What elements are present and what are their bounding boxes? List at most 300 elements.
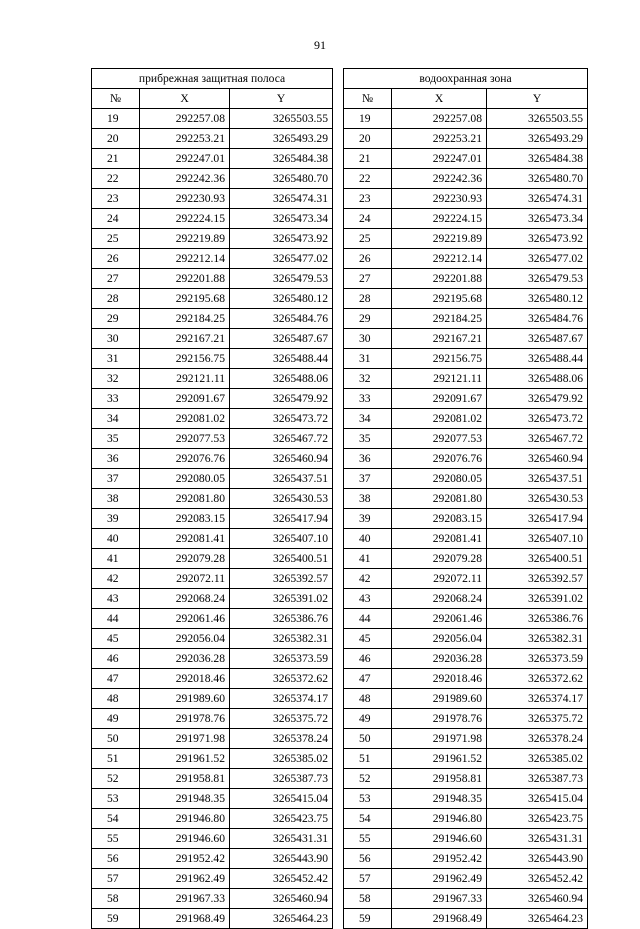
x-coordinate: 292056.04 (392, 629, 487, 649)
point-number: 53 (92, 789, 140, 809)
x-coordinate: 292076.76 (140, 449, 230, 469)
table-row (344, 709, 588, 729)
y-coordinate: 3265378.24 (230, 729, 333, 749)
table-caption-row (92, 69, 333, 89)
x-coordinate: 291952.42 (392, 849, 487, 869)
y-coordinate: 3265415.04 (487, 789, 588, 809)
y-coordinate: 3265460.94 (230, 889, 333, 909)
x-coordinate: 291946.80 (140, 809, 230, 829)
table-row (92, 889, 333, 909)
y-coordinate: 3265378.24 (487, 729, 588, 749)
point-number: 24 (344, 209, 392, 229)
y-coordinate: 3265386.76 (230, 609, 333, 629)
y-coordinate: 3265480.70 (230, 169, 333, 189)
point-number: 42 (344, 569, 392, 589)
point-number: 21 (344, 149, 392, 169)
y-coordinate: 3265488.06 (230, 369, 333, 389)
table-row (92, 649, 333, 669)
point-number: 29 (344, 309, 392, 329)
point-number: 26 (92, 249, 140, 269)
point-number: 51 (344, 749, 392, 769)
column-header-number: № (344, 89, 392, 109)
y-coordinate: 3265415.04 (230, 789, 333, 809)
x-coordinate: 292081.80 (140, 489, 230, 509)
table-row (92, 849, 333, 869)
x-coordinate: 292061.46 (140, 609, 230, 629)
table-row (92, 149, 333, 169)
table-row (92, 469, 333, 489)
table-row (92, 349, 333, 369)
y-coordinate: 3265374.17 (230, 689, 333, 709)
point-number: 36 (92, 449, 140, 469)
table-row (92, 229, 333, 249)
y-coordinate: 3265417.94 (487, 509, 588, 529)
table-row (92, 329, 333, 349)
table-row (344, 409, 588, 429)
table-row (344, 489, 588, 509)
point-number: 29 (92, 309, 140, 329)
point-number: 49 (92, 709, 140, 729)
point-number: 22 (92, 169, 140, 189)
point-number: 45 (92, 629, 140, 649)
table-row (92, 369, 333, 389)
x-coordinate: 291962.49 (140, 869, 230, 889)
table-row (344, 189, 588, 209)
point-number: 59 (92, 909, 140, 929)
y-coordinate: 3265391.02 (230, 589, 333, 609)
point-number: 40 (344, 529, 392, 549)
y-coordinate: 3265460.94 (230, 449, 333, 469)
table-row (344, 789, 588, 809)
table-row (344, 629, 588, 649)
table-row (92, 189, 333, 209)
column-header-x: X (140, 89, 230, 109)
y-coordinate: 3265407.10 (487, 529, 588, 549)
point-number: 54 (344, 809, 392, 829)
y-coordinate: 3265503.55 (230, 109, 333, 129)
x-coordinate: 292079.28 (140, 549, 230, 569)
table-row (92, 789, 333, 809)
point-number: 23 (344, 189, 392, 209)
x-coordinate: 292184.25 (392, 309, 487, 329)
x-coordinate: 291948.35 (392, 789, 487, 809)
point-number: 38 (92, 489, 140, 509)
x-coordinate: 292224.15 (140, 209, 230, 229)
point-number: 43 (92, 589, 140, 609)
point-number: 20 (344, 129, 392, 149)
table-row (344, 589, 588, 609)
x-coordinate: 292219.89 (392, 229, 487, 249)
y-coordinate: 3265493.29 (487, 129, 588, 149)
y-coordinate: 3265372.62 (487, 669, 588, 689)
y-coordinate: 3265392.57 (487, 569, 588, 589)
table-row (344, 569, 588, 589)
point-number: 19 (92, 109, 140, 129)
table-row (92, 869, 333, 889)
x-coordinate: 291971.98 (140, 729, 230, 749)
table-row (344, 869, 588, 889)
y-coordinate: 3265487.67 (230, 329, 333, 349)
point-number: 27 (344, 269, 392, 289)
table-row (344, 669, 588, 689)
x-coordinate: 292121.11 (140, 369, 230, 389)
point-number: 52 (344, 769, 392, 789)
table-row (92, 689, 333, 709)
y-coordinate: 3265473.72 (487, 409, 588, 429)
table-row (344, 509, 588, 529)
x-coordinate: 292081.41 (392, 529, 487, 549)
x-coordinate: 291948.35 (140, 789, 230, 809)
table-row (92, 489, 333, 509)
x-coordinate: 292184.25 (140, 309, 230, 329)
table-header-row (92, 89, 333, 109)
table-row (92, 389, 333, 409)
table-row (344, 849, 588, 869)
table-row (344, 469, 588, 489)
point-number: 31 (344, 349, 392, 369)
y-coordinate: 3265479.92 (230, 389, 333, 409)
y-coordinate: 3265480.12 (487, 289, 588, 309)
y-coordinate: 3265477.02 (230, 249, 333, 269)
x-coordinate: 292201.88 (140, 269, 230, 289)
table-row (92, 509, 333, 529)
point-number: 55 (92, 829, 140, 849)
point-number: 30 (92, 329, 140, 349)
y-coordinate: 3265474.31 (230, 189, 333, 209)
point-number: 28 (344, 289, 392, 309)
x-coordinate: 291961.52 (392, 749, 487, 769)
y-coordinate: 3265488.44 (230, 349, 333, 369)
y-coordinate: 3265392.57 (230, 569, 333, 589)
point-number: 31 (92, 349, 140, 369)
point-number: 23 (92, 189, 140, 209)
table-caption-row (344, 69, 588, 89)
x-coordinate: 292091.67 (392, 389, 487, 409)
x-coordinate: 292212.14 (392, 249, 487, 269)
x-coordinate: 292077.53 (392, 429, 487, 449)
y-coordinate: 3265484.76 (230, 309, 333, 329)
point-number: 37 (344, 469, 392, 489)
x-coordinate: 291978.76 (140, 709, 230, 729)
page-number: 91 (314, 38, 326, 52)
y-coordinate: 3265373.59 (230, 649, 333, 669)
x-coordinate: 292076.76 (392, 449, 487, 469)
point-number: 35 (92, 429, 140, 449)
y-coordinate: 3265382.31 (487, 629, 588, 649)
y-coordinate: 3265387.73 (230, 769, 333, 789)
y-coordinate: 3265473.92 (230, 229, 333, 249)
x-coordinate: 291989.60 (140, 689, 230, 709)
point-number: 24 (92, 209, 140, 229)
y-coordinate: 3265473.34 (487, 209, 588, 229)
table-row (92, 129, 333, 149)
point-number: 34 (344, 409, 392, 429)
point-number: 26 (344, 249, 392, 269)
point-number: 56 (344, 849, 392, 869)
point-number: 34 (92, 409, 140, 429)
table-row (344, 609, 588, 629)
y-coordinate: 3265484.76 (487, 309, 588, 329)
point-number: 50 (92, 729, 140, 749)
point-number: 28 (92, 289, 140, 309)
y-coordinate: 3265488.06 (487, 369, 588, 389)
point-number: 55 (344, 829, 392, 849)
table-caption: водоохранная зона (344, 69, 588, 89)
y-coordinate: 3265464.23 (487, 909, 588, 929)
table-row (92, 749, 333, 769)
x-coordinate: 292167.21 (392, 329, 487, 349)
table-row (92, 109, 333, 129)
column-header-y: Y (487, 89, 588, 109)
point-number: 41 (344, 549, 392, 569)
point-number: 44 (92, 609, 140, 629)
x-coordinate: 292080.05 (392, 469, 487, 489)
point-number: 25 (92, 229, 140, 249)
table-row (92, 809, 333, 829)
y-coordinate: 3265385.02 (230, 749, 333, 769)
point-number: 27 (92, 269, 140, 289)
table-body (92, 109, 333, 929)
y-coordinate: 3265473.92 (487, 229, 588, 249)
x-coordinate: 292036.28 (392, 649, 487, 669)
table-row (344, 389, 588, 409)
table-row (344, 169, 588, 189)
x-coordinate: 292156.75 (140, 349, 230, 369)
y-coordinate: 3265375.72 (487, 709, 588, 729)
x-coordinate: 291989.60 (392, 689, 487, 709)
point-number: 56 (92, 849, 140, 869)
y-coordinate: 3265452.42 (230, 869, 333, 889)
y-coordinate: 3265493.29 (230, 129, 333, 149)
table-row (344, 149, 588, 169)
y-coordinate: 3265443.90 (230, 849, 333, 869)
x-coordinate: 292195.68 (140, 289, 230, 309)
y-coordinate: 3265484.38 (230, 149, 333, 169)
point-number: 42 (92, 569, 140, 589)
y-coordinate: 3265386.76 (487, 609, 588, 629)
point-number: 43 (344, 589, 392, 609)
table-row (92, 709, 333, 729)
x-coordinate: 292077.53 (140, 429, 230, 449)
y-coordinate: 3265423.75 (487, 809, 588, 829)
table-row (92, 449, 333, 469)
y-coordinate: 3265479.92 (487, 389, 588, 409)
y-coordinate: 3265480.70 (487, 169, 588, 189)
point-number: 44 (344, 609, 392, 629)
table-row (92, 609, 333, 629)
point-number: 53 (344, 789, 392, 809)
table-row (344, 249, 588, 269)
y-coordinate: 3265373.59 (487, 649, 588, 669)
table-row (92, 249, 333, 269)
x-coordinate: 292018.46 (392, 669, 487, 689)
y-coordinate: 3265474.31 (487, 189, 588, 209)
y-coordinate: 3265430.53 (230, 489, 333, 509)
table-row (92, 429, 333, 449)
y-coordinate: 3265480.12 (230, 289, 333, 309)
point-number: 52 (92, 769, 140, 789)
point-number: 35 (344, 429, 392, 449)
x-coordinate: 292068.24 (140, 589, 230, 609)
point-number: 41 (92, 549, 140, 569)
y-coordinate: 3265431.31 (487, 829, 588, 849)
table-row (344, 729, 588, 749)
table-row (344, 909, 588, 929)
x-coordinate: 292195.68 (392, 289, 487, 309)
point-number: 19 (344, 109, 392, 129)
x-coordinate: 292156.75 (392, 349, 487, 369)
y-coordinate: 3265387.73 (487, 769, 588, 789)
table-row (344, 109, 588, 129)
table-row (92, 669, 333, 689)
table-row (344, 369, 588, 389)
x-coordinate: 292121.11 (392, 369, 487, 389)
y-coordinate: 3265385.02 (487, 749, 588, 769)
table-row (344, 449, 588, 469)
x-coordinate: 291967.33 (140, 889, 230, 909)
x-coordinate: 292081.80 (392, 489, 487, 509)
x-coordinate: 291967.33 (392, 889, 487, 909)
x-coordinate: 292242.36 (392, 169, 487, 189)
x-coordinate: 292224.15 (392, 209, 487, 229)
table-row (344, 309, 588, 329)
y-coordinate: 3265407.10 (230, 529, 333, 549)
point-number: 38 (344, 489, 392, 509)
table-row (344, 329, 588, 349)
y-coordinate: 3265423.75 (230, 809, 333, 829)
table-row (344, 769, 588, 789)
table-row (344, 889, 588, 909)
table-row (92, 209, 333, 229)
table-row (92, 169, 333, 189)
point-number: 48 (344, 689, 392, 709)
x-coordinate: 291958.81 (140, 769, 230, 789)
y-coordinate: 3265391.02 (487, 589, 588, 609)
point-number: 37 (92, 469, 140, 489)
table-row (92, 909, 333, 929)
x-coordinate: 291958.81 (392, 769, 487, 789)
x-coordinate: 291946.60 (140, 829, 230, 849)
y-coordinate: 3265467.72 (230, 429, 333, 449)
point-number: 39 (92, 509, 140, 529)
table-row (92, 629, 333, 649)
table-row (344, 829, 588, 849)
table-row (344, 809, 588, 829)
table-row (92, 289, 333, 309)
column-header-y: Y (230, 89, 333, 109)
point-number: 49 (344, 709, 392, 729)
x-coordinate: 292068.24 (392, 589, 487, 609)
y-coordinate: 3265382.31 (230, 629, 333, 649)
y-coordinate: 3265479.53 (487, 269, 588, 289)
table-row (92, 529, 333, 549)
x-coordinate: 292036.28 (140, 649, 230, 669)
x-coordinate: 292167.21 (140, 329, 230, 349)
x-coordinate: 291962.49 (392, 869, 487, 889)
x-coordinate: 292061.46 (392, 609, 487, 629)
x-coordinate: 292230.93 (140, 189, 230, 209)
y-coordinate: 3265437.51 (487, 469, 588, 489)
table-row (92, 269, 333, 289)
table-row (92, 569, 333, 589)
y-coordinate: 3265452.42 (487, 869, 588, 889)
table-row (92, 309, 333, 329)
x-coordinate: 292247.01 (392, 149, 487, 169)
column-header-x: X (392, 89, 487, 109)
table-row (344, 689, 588, 709)
y-coordinate: 3265464.23 (230, 909, 333, 929)
point-number: 46 (344, 649, 392, 669)
table-row (344, 229, 588, 249)
x-coordinate: 292056.04 (140, 629, 230, 649)
point-number: 22 (344, 169, 392, 189)
point-number: 51 (92, 749, 140, 769)
point-number: 45 (344, 629, 392, 649)
y-coordinate: 3265467.72 (487, 429, 588, 449)
point-number: 59 (344, 909, 392, 929)
coastal-protection-strip-table (91, 68, 333, 929)
x-coordinate: 292018.46 (140, 669, 230, 689)
point-number: 57 (344, 869, 392, 889)
x-coordinate: 291978.76 (392, 709, 487, 729)
table-caption: прибрежная защитная полоса (92, 69, 333, 89)
y-coordinate: 3265488.44 (487, 349, 588, 369)
y-coordinate: 3265431.31 (230, 829, 333, 849)
table-row (92, 729, 333, 749)
table-row (92, 549, 333, 569)
y-coordinate: 3265437.51 (230, 469, 333, 489)
point-number: 32 (92, 369, 140, 389)
x-coordinate: 292072.11 (392, 569, 487, 589)
x-coordinate: 292219.89 (140, 229, 230, 249)
y-coordinate: 3265372.62 (230, 669, 333, 689)
table-row (344, 529, 588, 549)
point-number: 54 (92, 809, 140, 829)
x-coordinate: 292080.05 (140, 469, 230, 489)
table-body (344, 109, 588, 929)
table-row (92, 769, 333, 789)
point-number: 30 (344, 329, 392, 349)
point-number: 40 (92, 529, 140, 549)
point-number: 47 (92, 669, 140, 689)
x-coordinate: 292083.15 (392, 509, 487, 529)
table-row (344, 649, 588, 669)
x-coordinate: 291946.80 (392, 809, 487, 829)
y-coordinate: 3265487.67 (487, 329, 588, 349)
x-coordinate: 291968.49 (392, 909, 487, 929)
x-coordinate: 292083.15 (140, 509, 230, 529)
x-coordinate: 292253.21 (392, 129, 487, 149)
point-number: 46 (92, 649, 140, 669)
point-number: 33 (344, 389, 392, 409)
table-row (92, 409, 333, 429)
point-number: 48 (92, 689, 140, 709)
y-coordinate: 3265443.90 (487, 849, 588, 869)
table-row (344, 349, 588, 369)
x-coordinate: 291961.52 (140, 749, 230, 769)
point-number: 32 (344, 369, 392, 389)
x-coordinate: 291946.60 (392, 829, 487, 849)
table-row (344, 129, 588, 149)
table-row (344, 289, 588, 309)
y-coordinate: 3265375.72 (230, 709, 333, 729)
x-coordinate: 292242.36 (140, 169, 230, 189)
y-coordinate: 3265460.94 (487, 449, 588, 469)
y-coordinate: 3265430.53 (487, 489, 588, 509)
x-coordinate: 292081.02 (392, 409, 487, 429)
table-row (344, 549, 588, 569)
table-row (344, 269, 588, 289)
